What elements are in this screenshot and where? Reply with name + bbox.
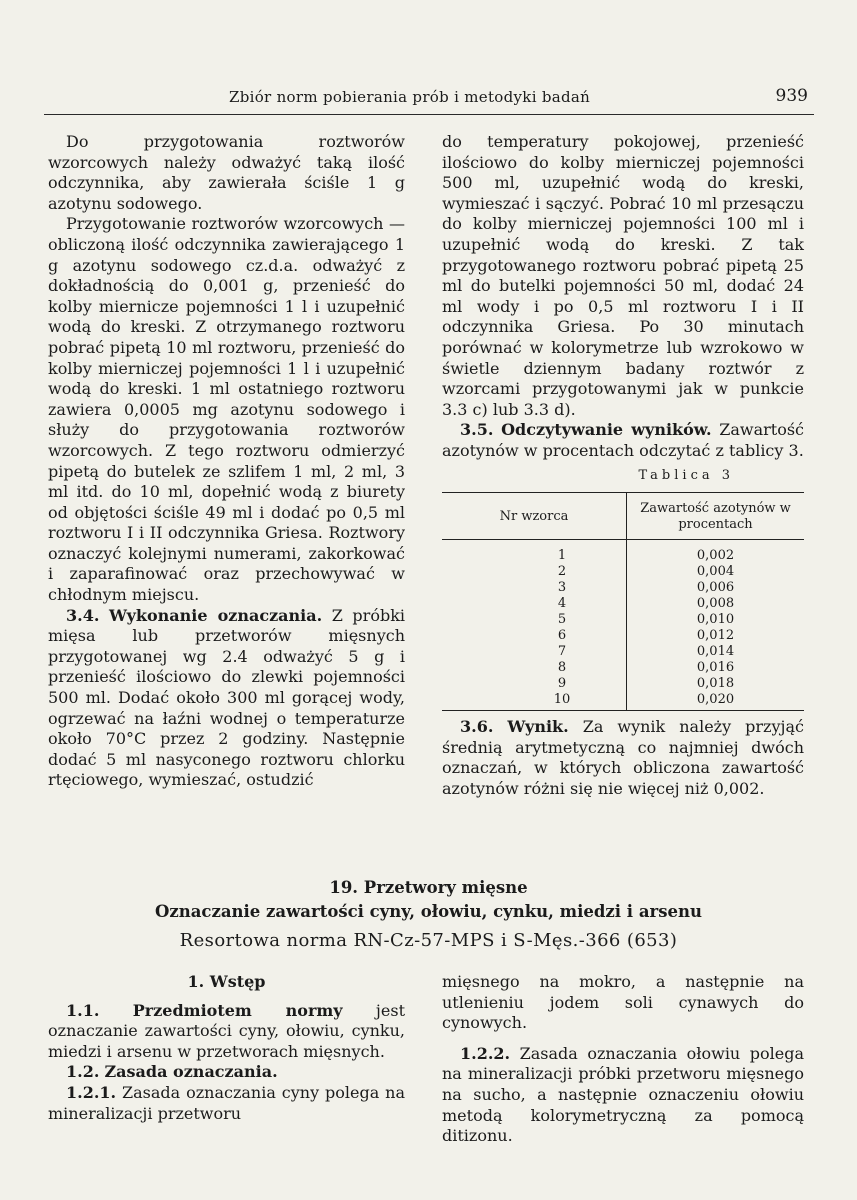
table-cell: 0,006	[696, 580, 735, 596]
table-cell: 2	[442, 564, 627, 580]
table-cell: 8	[442, 660, 627, 676]
section-heading: 19. Przetwory mięsne	[329, 878, 528, 897]
section-number: 3.4.	[66, 605, 100, 625]
table-header-row	[442, 493, 804, 540]
lower-left-column	[48, 972, 405, 1124]
section-3-6-paragraph	[442, 717, 804, 799]
paragraph-text: Za wynik należy przyjąć średnią arytmetyczną co najmniej dwóch oznaczań, w których obliczona zawartość azotynów różni się nie więcej niż 0,002.	[442, 717, 804, 798]
table-row	[442, 676, 804, 692]
paragraph-text: Zawartość azotynów w procentach odczytać z tablicy 3.	[442, 420, 805, 460]
paragraph-text: jest oznaczanie zawartości cyny, ołowiu, cynku, miedzi i arsenu w przetworach mięsnych.	[48, 1000, 405, 1061]
paragraph-text: Z próbki mięsa lub przetworów mięsnych przygotowanej wg 2.4 odważyć 5 g i przenieść ilościowo do zlewki pojemności 500 ml. Dodać około 300 ml gorącej wody, ogrzewać na łaźni wodnej o temperaturze około 70°C przez 2 godziny. Następnie dodać 5 ml nasyconego roztworu chlorku rtęciowego, wymieszać, ostudzić	[48, 605, 406, 790]
table-row	[442, 564, 804, 580]
table-row	[442, 644, 804, 660]
table-cell: 3	[442, 580, 627, 596]
table-row	[442, 628, 804, 644]
table-row	[442, 660, 804, 676]
section-number: 1.1.	[66, 1000, 100, 1020]
running-header	[44, 84, 814, 115]
table-cell: 10	[442, 692, 627, 711]
table-cell: 6	[442, 628, 627, 644]
table-cell: 0,008	[696, 596, 735, 612]
table-cell: 0,012	[696, 628, 735, 644]
table-row	[442, 612, 804, 628]
section-title: Przedmiotem normy	[132, 1000, 343, 1020]
paragraph: do temperatury pokojowej, przenieść ilościowo do kolby mierniczej pojemności 500 ml, uzupełnić wodą do kreski, wymieszać i sączyć. Pobrać 10 ml przesączu do kolby mierniczej pojemności 100 ml i uzupełnić wodą do kreski. Z tak przygotowanego roztworu pobrać pipetą 25 ml do butelki pojemności 50 ml, dodać 24 ml wody i po 0,5 ml roztworu I i II odczynnika Griesa. Po 30 minutach porównać w kolorymetrze lub wzrokowo w świetle dziennym badany roztwór z wzorcami przygotowanymi jak w punkcie 3.3 c) lub 3.3 d).	[442, 132, 804, 419]
section-1-2-heading	[48, 1062, 405, 1083]
table-caption: Tablica 3	[638, 467, 734, 483]
table-cell: 0,004	[696, 564, 735, 580]
section-number: 1.2.2.	[460, 1043, 511, 1063]
section-1-1-paragraph	[48, 1001, 405, 1063]
table-cell: 0,002	[696, 548, 735, 564]
lower-right-column	[442, 972, 804, 1147]
section-title: Wykonanie oznaczania.	[108, 605, 323, 625]
table-row	[442, 692, 804, 711]
running-title: Zbiór norm pobierania prób i metodyki badań	[229, 88, 591, 106]
table-cell: 4	[442, 596, 627, 612]
norm-reference: Resortowa norma RN-Cz-57-MPS i S-Męs.-366 (653)	[179, 930, 678, 951]
table-cell: 0,016	[696, 660, 735, 676]
section-1-2-1-paragraph	[48, 1083, 405, 1124]
table-row	[442, 596, 804, 612]
column-header: Zawartość azotynów w procentach	[627, 493, 805, 540]
nitrite-table	[442, 492, 804, 711]
paragraph: Przygotowanie roztworów wzorcowych — obliczoną ilość odczynnika zawierającego 1 g azotynu sodowego cz.d.a. odważyć z dokładnością do 0,001 g, przenieść do kolby miernicze pojemności 1 l i uzupełnić wodą do kreski. Z otrzymanego roztworu pobrać pipetą 10 ml roztworu, przenieść do kolby mierniczej pojemności 1 l i uzupełnić wodą do kreski. 1 ml ostatniego roztworu zawiera 0,0005 mg azotynu sodowego i służy do przygotowania roztworów wzorcowych. Z tego roztworu odmierzyć pipetą do butelek ze szlifem 1 ml, 2 ml, 3 ml itd. do 10 ml, dopełnić wodą z biurety od objętości ściśle 49 ml i dodać po 0,5 ml roztworu I i II odczynnika Griesa. Roztwory oznaczyć kolejnymi numerami, zakorkować i zaparafinować oraz przechowywać w chłodnym miejscu.	[48, 214, 405, 605]
section-number: 3.5.	[460, 420, 494, 440]
paragraph: Do przygotowania roztworów wzorcowych należy odważyć taką ilość odczynnika, aby zawierała ściśle 1 g azotynu sodowego.	[48, 132, 405, 213]
table-cell: 7	[442, 644, 627, 660]
section-number: 1.2.1.	[66, 1082, 117, 1102]
section-title: Odczytywanie wyników.	[501, 420, 712, 440]
table-row	[442, 580, 804, 596]
table-cell: 5	[442, 612, 627, 628]
page-number: 939	[775, 86, 808, 106]
table-cell: 9	[442, 676, 627, 692]
table-cell: 0,018	[696, 676, 735, 692]
right-column	[442, 132, 804, 799]
table-cell: 0,020	[627, 692, 805, 711]
column-header: Nr wzorca	[442, 493, 627, 540]
section-3-4-paragraph	[48, 606, 405, 791]
section-title: Wynik.	[507, 717, 569, 737]
table-cell: 0,014	[696, 644, 735, 660]
paragraph-text: Zasada oznaczania ołowiu polega na mineralizacji próbki przetworu mięsnego na sucho, a następnie oznaczeniu ołowiu metodą kolorymetryczną za pomocą ditizonu.	[442, 1043, 804, 1146]
section-1-2-2-paragraph	[442, 1044, 804, 1147]
table-row	[442, 540, 804, 565]
section-title: Zasada oznaczania.	[104, 1062, 278, 1082]
left-column	[48, 132, 405, 791]
subsection-heading: 1. Wstęp	[187, 972, 266, 991]
table-cell: 0,010	[696, 612, 735, 628]
section-number: 1.2.	[66, 1062, 100, 1082]
section-number: 3.6.	[460, 717, 494, 737]
section-3-5-paragraph	[442, 420, 804, 461]
table-cell: 1	[442, 540, 627, 565]
section-subheading: Oznaczanie zawartości cyny, ołowiu, cynku, miedzi i arsenu	[155, 902, 702, 921]
paragraph-text: Zasada oznaczania cyny polega na mineralizacji przetworu	[48, 1082, 405, 1123]
paragraph: mięsnego na mokro, a następnie na utlenieniu jodem soli cynawych do cynowych.	[442, 972, 804, 1033]
